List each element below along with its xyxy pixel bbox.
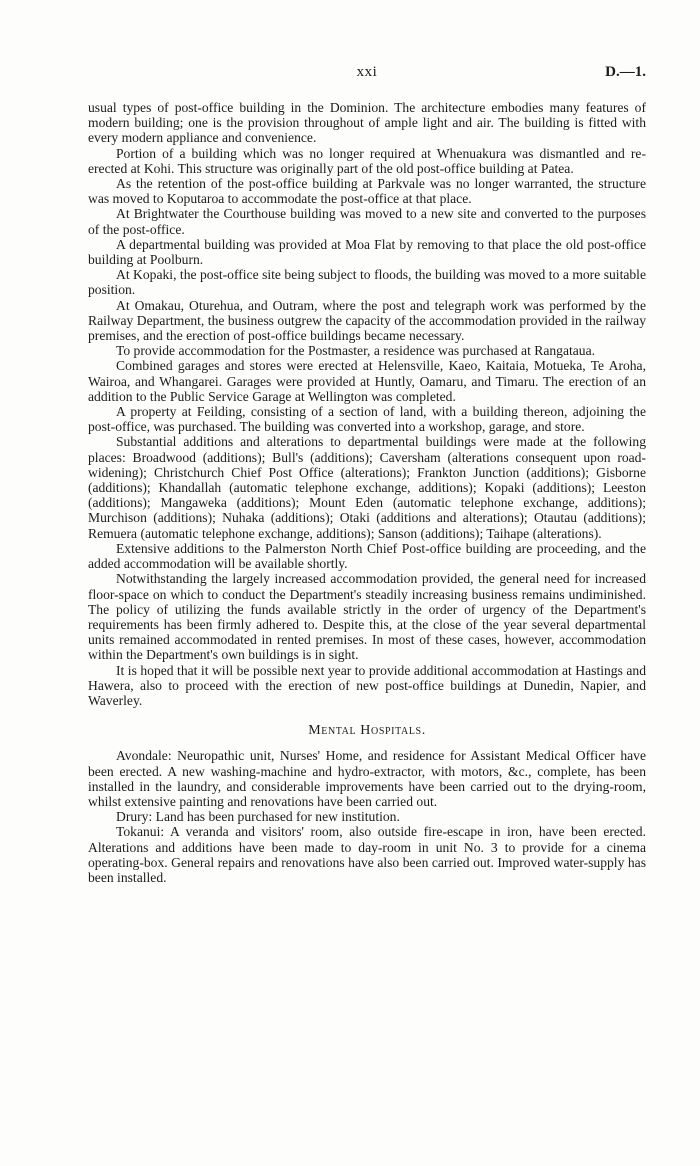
paragraph: Substantial additions and alterations to departmental buildings were made at the following places: Broadwood (additions); Bull's (additions); Caversham (alterations consequent upon road-widening); Christchurch Chief Post Office (alterations); Frankton Junction (additions); Gisborne (additions); Khandallah (automatic telephone exchange, additions); Kopaki (additions); Leeston (additions); Mangaweka (additions); Mount Eden (automatic telephone exchange, additions); Murchison (additions); Nuhaka (additions); Otaki (additions and alterations); Otautau (additions); Remuera (automatic telephone exchange, additions); Sanson (additions); Taihape (alterations). xyxy=(88,434,646,541)
document-reference: D.—1. xyxy=(605,64,646,80)
paragraph: Notwithstanding the largely increased accommodation provided, the general need for increased floor-space on which to conduct the Department's steadily increasing business remains undiminished. The policy of utilizing the funds available strictly in the order of urgency of the Department's requirements has been firmly adhered to. Despite this, at the close of the year several departmental units remained accommodated in rented premises. In most of these cases, however, accommodation within the Department's own buildings is in sight. xyxy=(88,571,646,663)
paragraph: Portion of a building which was no longer required at Whenuakura was dismantled and re-erected at Kohi. This structure was originally part of the old post-office building at Patea. xyxy=(88,145,646,176)
section-heading: Mental Hospitals. xyxy=(308,723,426,739)
paragraph: It is hoped that it will be possible next year to provide additional accommodation at Hastings and Hawera, also to proceed with the erection of new post-office buildings at Dunedin, Napier, and Waverley. xyxy=(88,662,646,708)
paragraph: To provide accommodation for the Postmaster, a residence was purchased at Rangataua. xyxy=(116,343,596,359)
section-paragraph: Avondale: Neuropathic unit, Nurses' Home, and residence for Assistant Medical Officer have been erected. A new washing-machine and hydro-extractor, with motors, &c., complete, has been installed in the laundry, and considerable improvements have been carried out to the drying-room, whilst extensive painting and renovations have been carried out. xyxy=(88,748,646,809)
paragraph: As the retention of the post-office building at Parkvale was no longer warranted, the structure was moved to Koputaroa to accommodate the post-office at that place. xyxy=(88,176,646,207)
section-paragraph: Tokanui: A veranda and visitors' room, also outside fire-escape in iron, have been erected. Alterations and additions have been made to day-room in unit No. 3 to provide for a cinema operating-box. General repairs and renovations have also been carried out. Improved water-supply has been installed. xyxy=(88,824,646,885)
paragraph: A property at Feilding, consisting of a section of land, with a building thereon, adjoining the post-office, was purchased. The building was converted into a workshop, garage, and store. xyxy=(88,404,646,435)
section-paragraph: Drury: Land has been purchased for new institution. xyxy=(116,809,400,825)
page-number: xxi xyxy=(356,64,378,80)
paragraph-continuation: usual types of post-office building in the Dominion. The architecture embodies many features of modern building; one is the provision throughout of ample light and air. The building is fitted with every modern appliance and convenience. xyxy=(88,100,646,146)
paragraph: Combined garages and stores were erected at Helensville, Kaeo, Kaitaia, Motueka, Te Aroha, Wairoa, and Whangarei. Garages were provided at Huntly, Oamaru, and Timaru. The erection of an addition to the Public Service Garage at Wellington was completed. xyxy=(88,358,646,404)
body-text xyxy=(88,100,646,885)
paragraph: Extensive additions to the Palmerston North Chief Post-office building are proceeding, and the added accommodation will be available shortly. xyxy=(88,540,646,572)
paragraph: At Omakau, Oturehua, and Outram, where the post and telegraph work was performed by the Railway Department, the business outgrew the capacity of the accommodation provided in the railway premises, and the erection of post-office buildings became necessary. xyxy=(88,297,646,344)
paragraph: At Brightwater the Courthouse building was moved to a new site and converted to the purposes of the post-office. xyxy=(88,206,646,237)
paragraph: At Kopaki, the post-office site being subject to floods, the building was moved to a more suitable position. xyxy=(88,267,646,298)
page-header xyxy=(88,64,646,86)
paragraph: A departmental building was provided at Moa Flat by removing to that place the old post-office building at Poolburn. xyxy=(88,236,646,268)
